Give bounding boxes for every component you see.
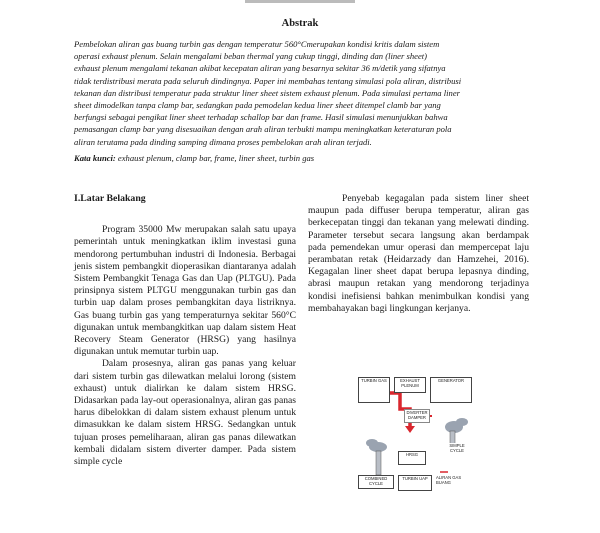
page-header-remnant [245, 0, 355, 3]
diverter-damper-label: DIVERTER DAMPER [406, 410, 428, 420]
paragraph: Program 35000 Mw merupakan salah satu upaya pemerintah untuk meningkatkan iklim investasi guna mendorong pertumbuhan industri di Indonesia. Berbagai jenis sistem pembangkit dioperasikan diantaranya adalah Sistem Pembangkit Tenaga Gas dan Uap (PLTGU). Pada prinsipnya sistem PLTGU menggunakan turbin gas dan turbin uap dalam proses pembangkitan daya listriknya. Gas buang turbin gas yang temperaturnya sekitar 560°C digunakan untuk membangkitkan uap dalam sistem Heat Recovery Steam Generator (HRSG) yang hasilnya digunakan untuk memutar turbin uap. [74, 224, 296, 358]
keywords [74, 152, 527, 164]
abstract-line: aliran terutama pada dinding samping dimana proses pembelokan arah aliran terjadi. [74, 136, 372, 147]
abstract-body [74, 38, 527, 148]
simple-cycle-label: SIMPLE CYCLE [449, 443, 465, 453]
combined-cycle-label: COMBINED CYCLE [364, 476, 388, 486]
generator-label: GENERATOR [437, 378, 465, 383]
paragraph: Penyebab kegagalan pada sistem liner sheet maupun pada diffuser berupa temperatur, aliran gas berkecepatan tinggi dan tekanan yang melewati dinding. Parameter tersebut secara langsung akan berdampak pada pemendekan umur operasi dan mempercepat laju perambatan retak (Heidarzady dan Hamzehei, 2016). Kegagalan liner sheet dapat berupa lepasnya dinding, abrasi maupun retakan yang mendorong terjadinya kondisi inefisiensi bahkan menimbulkan kondisi yang membahayakan bagi lingkungan kerjanya. [308, 193, 529, 314]
keywords-label: Kata kunci: [74, 153, 116, 163]
legend-label: ALIRAN GAS BUANG [436, 475, 462, 485]
hrsg-box [398, 451, 426, 465]
plant-diagram-figure [358, 371, 476, 496]
generator-box [430, 377, 472, 403]
combined-cycle-box [358, 475, 394, 489]
exhaust-plenum-box [394, 377, 426, 393]
abstract-line: operasi exhaust plenum. Selain mengalami beban thermal yang cukup tinggi, dinding dan (liner sheet) [74, 51, 428, 62]
hrsg-stack [376, 451, 381, 475]
abstract-title: Abstrak [281, 18, 319, 29]
abstract-line: sheet dimodelkan tanpa clamp bar, sedangkan pada pemodelan kedua liner sheet ditempel clamb bar yang [74, 100, 441, 111]
abstract-line: berfungsi sebagai pengikat liner sheet terhadap schallop bar dan frame. Hasil simulasi menunjukkan bahwa [74, 112, 448, 123]
simple-cycle-caption [442, 443, 472, 453]
section-heading: I.Latar Belakang [74, 193, 146, 204]
turbin-uap-box [398, 475, 432, 491]
abstract-line: exhaust plenum mengalami tekanan akibat kecepatan aliran yang besarnya sekitar 36 m/detik yang sifatnya [74, 63, 446, 74]
turbin-gas-label: TURBIN GAS [361, 378, 387, 383]
right-column [308, 193, 529, 315]
abstract-line: tekanan dan distribusi temperatur pada struktur liner sheet sistem exhaust plenum. Pada simulasi pertama liner [74, 87, 460, 98]
turbin-gas-box [358, 377, 390, 403]
abstract-line: pemasangan clamp bar yang disesuaikan dengan arah aliran terbukti mampu meningkatkan keteraturan pola [74, 124, 452, 135]
hrsg-label: HRSG [405, 452, 419, 457]
abstract-line: Pembelokan aliran gas buang turbin gas dengan temperatur 560°Cmerupakan kondisi kritis dalam sistem [74, 39, 440, 49]
diverter-damper-box [404, 409, 430, 423]
left-column [74, 193, 296, 468]
exhaust-plenum-label: EXHAUST PLENUM [400, 378, 420, 388]
turbin-uap-label: TURBIN UAP [402, 476, 428, 481]
keywords-text: exhaust plenum, clamp bar, frame, liner sheet, turbin gas [115, 153, 315, 163]
legend-caption [436, 475, 474, 485]
abstract-line: tidak terdistribusi merata pada seluruh dindingnya. Paper ini membahas tentang simulasi pola aliran, distribusi [74, 75, 462, 86]
paragraph: Dalam prosesnya, aliran gas panas yang keluar dari sistem turbin gas dilewatkan melalui lorong (sistem exhaust) untuk dialirkan ke dalam sistem HRSG. Didasarkan pada lay-out operasionalnya, aliran gas panas harus dibelokkan di dalam sistem exhaust plenum untuk dimasukkan ke dalam sistem HRSG. Sedangkan untuk tujuan proses pemeliharaan, aliran gas panas dilewatkan kembali didalam sistem diverter damper. Pada sistem simple cycle [74, 358, 296, 468]
